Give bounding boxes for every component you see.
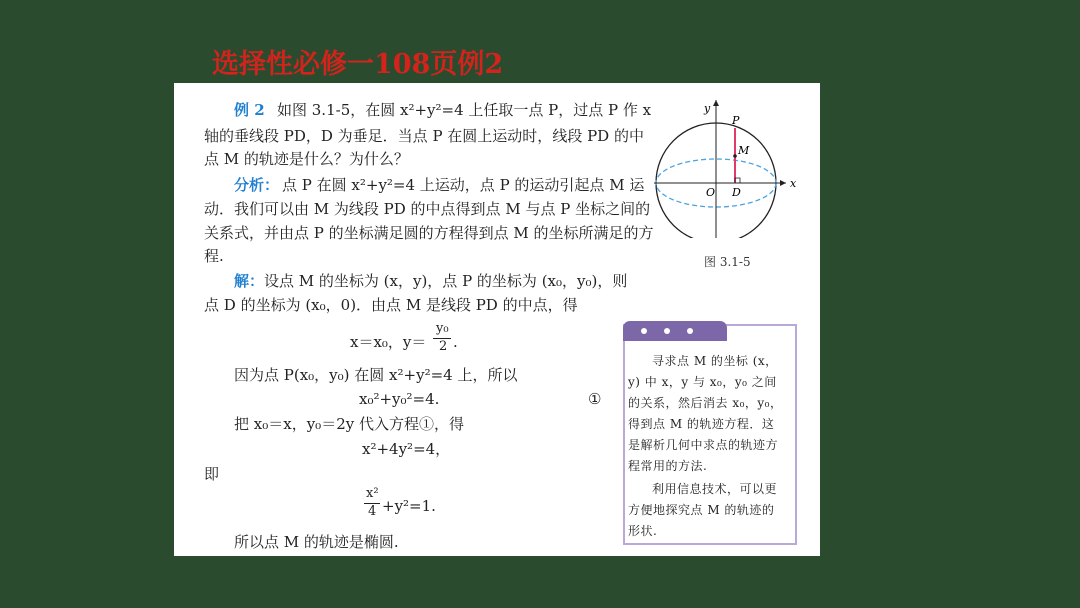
- label-d: D: [732, 186, 741, 199]
- tab-dot-1: [641, 328, 647, 334]
- midpoint-equation: x＝x₀，y＝: [350, 333, 427, 351]
- note-line-6: 程常用的方法.: [628, 459, 708, 473]
- solution-line-2: 点 D 的坐标为 (x₀，0)．由点 M 是线段 PD 的中点，得: [204, 296, 578, 314]
- problem-line-3: 点 M 的轨迹是什么？为什么？: [204, 150, 409, 168]
- analysis-line-2: 动．我们可以由 M 为线段 PD 的中点得到点 M 与点 P 坐标之间的: [204, 200, 651, 218]
- ellipse-fraction-numerator: x²: [366, 486, 379, 501]
- note-line-3: 的关系，然后消去 x₀，y₀，: [628, 396, 783, 410]
- note-line-8: 方便地探究点 M 的轨迹的: [628, 503, 775, 517]
- substituted-equation: x²+4y²=4，: [362, 440, 451, 458]
- y-axis-arrow: [713, 100, 719, 106]
- ellipse-equation: +y²=1.: [382, 497, 436, 515]
- note-line-7: 利用信息技术，可以更: [652, 482, 778, 496]
- label-x: x: [790, 177, 797, 190]
- side-note-tab: [623, 321, 727, 341]
- label-p: P: [732, 114, 740, 127]
- solution-label: 解：: [234, 272, 265, 290]
- point-m: [733, 154, 737, 158]
- note-line-1: 寻求点 M 的坐标 (x，: [652, 354, 778, 368]
- conclusion-line: 所以点 M 的轨迹是椭圆.: [234, 533, 399, 551]
- solution-line-1: 设点 M 的坐标为 (x，y)，点 P 的坐标为 (x₀，y₀)，则: [264, 272, 628, 290]
- fraction-numerator: y₀: [436, 321, 449, 336]
- problem-line-1: 如图 3.1-5，在圆 x²+y²=4 上任取一点 P，过点 P 作 x: [277, 101, 652, 119]
- slide-title: 选择性必修一108页例2: [212, 49, 504, 80]
- note-line-5: 是解析几何中求点的轨迹方: [628, 438, 779, 452]
- analysis-line-4: 程.: [204, 247, 224, 265]
- circle-equation-x0: x₀²+y₀²=4.: [359, 390, 440, 408]
- solution-line-5: 即: [204, 465, 220, 483]
- label-m: M: [738, 144, 750, 157]
- equation-marker-1: ①: [588, 390, 602, 408]
- equation-period: .: [453, 333, 458, 351]
- circle-ellipse-figure: [654, 98, 814, 238]
- textbook-page: [174, 83, 820, 556]
- figure-caption: 图 3.1-5: [704, 255, 751, 269]
- analysis-line-3: 关系式，并由点 P 的坐标满足圆的方程得到点 M 的坐标所满足的方: [204, 224, 654, 242]
- example-label: 例 2: [234, 101, 265, 119]
- label-y: y: [704, 102, 711, 115]
- analysis-line-1: 点 P 在圆 x²+y²=4 上运动，点 P 的运动引起点 M 运: [282, 176, 645, 194]
- x-axis-arrow: [780, 180, 786, 186]
- ellipse-fraction-denominator: 4: [368, 504, 377, 519]
- note-line-4: 得到点 M 的轨迹方程．这: [628, 417, 775, 431]
- label-o: O: [706, 186, 716, 199]
- solution-line-3: 因为点 P(x₀，y₀) 在圆 x²+y²=4 上，所以: [234, 366, 518, 384]
- tab-dot-3: [687, 328, 693, 334]
- solution-line-4: 把 x₀＝x，y₀＝2y 代入方程①，得: [234, 415, 464, 433]
- note-line-9: 形状.: [628, 524, 658, 538]
- note-line-2: y) 中 x，y 与 x₀，y₀ 之间: [628, 375, 777, 389]
- fraction-denominator: 2: [439, 339, 448, 354]
- problem-line-2: 轴的垂线段 PD，D 为垂足．当点 P 在圆上运动时，线段 PD 的中: [204, 127, 644, 145]
- analysis-label: 分析：: [234, 176, 280, 194]
- tab-dot-2: [664, 328, 670, 334]
